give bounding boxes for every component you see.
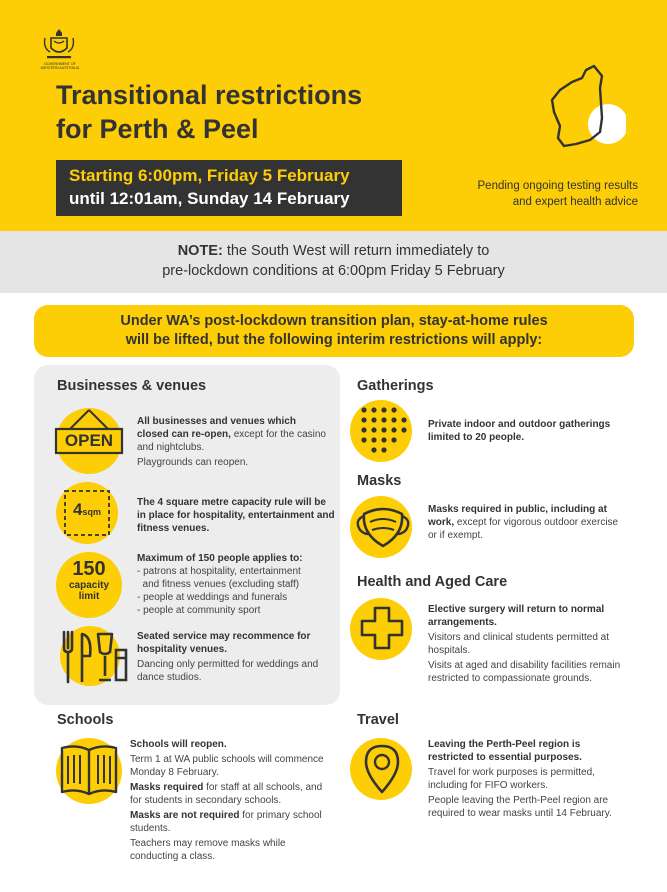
banner-text xyxy=(50,312,618,350)
title-line-2: for Perth & Peel xyxy=(56,114,259,144)
health-bold: Elective surgery will return to normal arrangements. xyxy=(428,604,605,628)
start-date: Starting 6:00pm, Friday 5 February xyxy=(69,166,350,185)
health-text-1: Visitors and clinical students permitted at hospitals. xyxy=(428,632,610,656)
open-label: OPEN xyxy=(64,431,114,450)
capacity-text xyxy=(137,552,337,617)
health-heading: Health and Aged Care xyxy=(357,574,508,590)
cutlery-glass-icon xyxy=(56,626,130,686)
schools-bold-1: Schools will reopen. xyxy=(130,739,227,750)
masks-heading: Masks xyxy=(357,473,402,489)
pending-note xyxy=(430,178,638,210)
face-mask-icon xyxy=(350,496,416,558)
page-title xyxy=(56,78,436,146)
schools-bold-3: Masks are not required xyxy=(130,810,240,821)
travel-heading: Travel xyxy=(357,712,399,728)
schools-text xyxy=(130,738,330,863)
sqm-bold: The 4 square metre capacity rule will be in place for hospitality, entertainment and fitness venues. xyxy=(137,497,335,534)
pending-line-1: Pending ongoing testing results xyxy=(477,180,638,192)
banner-line-1: Under WA’s post-lockdown transition plan, stay-at-home rules xyxy=(120,313,548,329)
masks-rest: except for vigorous outdoor exercise or if exempt. xyxy=(428,517,619,541)
health-text-2: Visits at aged and disability facilities remain restricted to compassionate grounds. xyxy=(428,660,621,684)
sqm-label xyxy=(64,500,110,520)
dots-group-icon xyxy=(356,404,408,456)
sqm-number: 4 xyxy=(73,500,83,519)
seated-text xyxy=(137,630,332,684)
schools-text-3: for primary school students. xyxy=(130,810,322,834)
seated-bold: Seated service may recommence for hospitality venues. xyxy=(137,631,311,655)
medical-cross-icon xyxy=(356,602,408,654)
open-rest: except for the casino and nightclubs. xyxy=(137,429,326,453)
wa-crest-icon xyxy=(41,26,77,62)
health-text xyxy=(428,603,624,685)
capacity-item-3: - people at weddings and funerals xyxy=(137,592,288,603)
book-icon xyxy=(52,738,126,804)
travel-text xyxy=(428,738,624,820)
open-bold: All businesses and venues which closed can re-open, xyxy=(137,416,296,440)
government-name: GOVERNMENT OF WESTERN AUSTRALIA xyxy=(40,62,80,70)
masks-text xyxy=(428,503,628,542)
gatherings-bold: Private indoor and outdoor gatherings limited to 20 people. xyxy=(428,419,611,443)
sqm-unit: sqm xyxy=(82,507,101,517)
pending-line-2: and expert health advice xyxy=(512,196,638,208)
capacity-item-2: and fitness venues (excluding staff) xyxy=(137,579,300,590)
capacity-item-1: - patrons at hospitality, entertainment xyxy=(137,566,301,577)
banner-line-2: will be lifted, but the following interim restrictions will apply: xyxy=(125,332,543,348)
travel-bold: Leaving the Perth-Peel region is restricted to essential purposes. xyxy=(428,739,582,763)
capacity-number: 150 xyxy=(72,558,106,580)
end-date: until 12:01am, Sunday 14 February xyxy=(69,189,350,208)
schools-heading: Schools xyxy=(57,712,114,728)
limit-word: limit xyxy=(78,591,100,602)
schools-text-4: Teachers may remove masks while conducting a class. xyxy=(130,838,286,862)
schools-text-2: for staff at all schools, and for students in secondary schools. xyxy=(130,782,323,806)
capacity-item-4: - people at community sport xyxy=(137,605,261,616)
capacity-bold: Maximum of 150 people applies to: xyxy=(137,553,303,564)
capacity-icon xyxy=(56,558,122,602)
sqm-text xyxy=(137,496,337,535)
travel-text-1: Travel for work purposes is permitted, including for FIFO workers. xyxy=(428,767,595,791)
seated-rest: Dancing only permitted for weddings and dance studios. xyxy=(137,659,319,683)
masks-bold: Masks required in public, including at work, xyxy=(428,504,607,528)
open-extra: Playgrounds can reopen. xyxy=(137,457,249,468)
schools-text-1: Term 1 at WA public schools will commence Monday 8 February. xyxy=(130,754,324,778)
location-pin-icon xyxy=(356,738,408,800)
note-line-1: the South West will return immediately to xyxy=(226,243,490,259)
capacity-word: capacity xyxy=(68,580,110,591)
note-line-2: pre-lockdown conditions at 6:00pm Friday 5 February xyxy=(162,263,505,279)
gatherings-text xyxy=(428,418,628,444)
schools-bold-2: Masks required xyxy=(130,782,204,793)
note-text xyxy=(60,241,607,281)
travel-text-2: People leaving the Perth-Peel region are required to wear masks until 14 February. xyxy=(428,795,612,819)
wa-map-icon xyxy=(546,62,626,158)
title-line-1: Transitional restrictions xyxy=(56,80,363,110)
open-text xyxy=(137,415,327,469)
note-label: NOTE: xyxy=(177,243,223,259)
businesses-heading: Businesses & venues xyxy=(57,378,207,394)
gatherings-heading: Gatherings xyxy=(357,378,434,394)
